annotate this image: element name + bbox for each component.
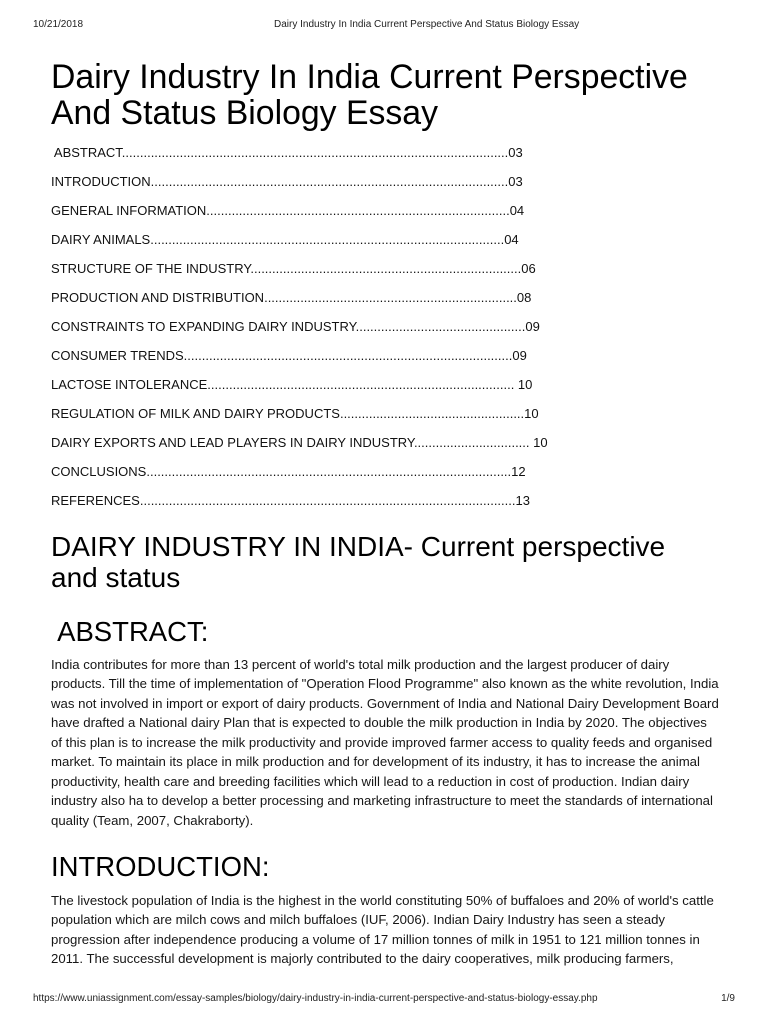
- toc-entry-page: 12: [511, 464, 526, 480]
- toc-entry-page: 08: [516, 289, 532, 305]
- toc-entry-page: 09: [512, 348, 527, 364]
- toc-entry-introduction: [51, 173, 548, 202]
- toc-entry-leader: ........................................................................................................: [139, 493, 516, 509]
- toc-entry-title: CONCLUSIONS: [51, 464, 147, 480]
- toc-entry-leader: ....................................................................................: [206, 202, 510, 218]
- toc-entry-production: [51, 289, 548, 318]
- toc-entry-leader: ...................................................................................................: [150, 173, 509, 189]
- toc-entry-dairy-exports: [51, 434, 548, 463]
- print-footer-page-number: 1/9: [721, 992, 735, 1004]
- paragraph-line: 2011. The successful development is majorly contributed to the dairy cooperatives, milk producing farmers,: [51, 951, 674, 967]
- print-header-date: 10/21/2018: [33, 18, 84, 30]
- paragraph-line: The livestock population of India is the highest in the world constituting 50% of buffaloes and 20% of world's cattle: [51, 892, 714, 908]
- toc-entry-leader: ......................................................................: [264, 289, 517, 305]
- section-heading: [51, 531, 665, 593]
- toc-entry-title: DAIRY EXPORTS AND LEAD PLAYERS IN DAIRY INDUSTRY: [51, 435, 414, 451]
- toc-entry-page: 04: [504, 231, 519, 247]
- toc-entry-constraints: [51, 318, 548, 347]
- toc-entry-page: 13: [515, 493, 530, 509]
- page-title-line: And Status Biology Essay: [51, 94, 438, 133]
- paragraph-line: products. Till the time of implementation of "Operation Flood Programme" also known as the white revolution, India: [51, 676, 719, 692]
- toc-entry-title: REFERENCES: [51, 493, 140, 509]
- toc-entry-page: 10: [514, 377, 533, 393]
- toc-entry-leader: ................................: [413, 435, 530, 451]
- page-title: [51, 59, 688, 131]
- toc-entry-page: 06: [521, 260, 536, 276]
- paragraph-line: progression after independence producing a volume of 17 million tonnes of milk in 1951 to 121 million tonnes in: [51, 931, 700, 947]
- toc-entry-page: 09: [525, 318, 540, 334]
- toc-entry-leader: ...............................................: [355, 318, 526, 334]
- toc-entry-leader: ...........................................................................: [250, 260, 522, 276]
- toc-entry-consumer-trends: [51, 347, 548, 376]
- toc-entry-page: 10: [524, 406, 539, 422]
- paragraph-line: market. To maintain its place in milk production and for development of its industry, it has to increase the animal: [51, 754, 700, 770]
- toc-entry-title: CONSTRAINTS TO EXPANDING DAIRY INDUSTRY: [51, 318, 356, 334]
- paragraph-line: India contributes for more than 13 percent of world's total milk production and the largest producer of dairy: [51, 656, 670, 672]
- toc-entry-title: REGULATION OF MILK AND DAIRY PRODUCTS: [51, 406, 340, 422]
- introduction-heading: INTRODUCTION:: [51, 850, 270, 882]
- paragraph-line: was not involved in import or export of dairy products. Government of India and National Dairy Development Board: [51, 695, 719, 711]
- toc-entry-page: 03: [508, 173, 523, 189]
- toc-entry-lactose-intolerance: [51, 376, 548, 405]
- toc-entry-title: GENERAL INFORMATION: [51, 202, 207, 218]
- toc-entry-general-information: [51, 202, 548, 231]
- toc-entry-title: STRUCTURE OF THE INDUSTRY: [51, 260, 251, 276]
- toc-entry-leader: .....................................................................................: [207, 377, 515, 393]
- toc-entry-dairy-animals: [51, 231, 548, 260]
- table-of-contents: [51, 144, 548, 522]
- toc-entry-regulation: [51, 405, 548, 434]
- toc-entry-title: ABSTRACT: [51, 144, 122, 160]
- toc-entry-leader: ...........................................................................................................: [121, 144, 509, 160]
- abstract-paragraph: [51, 655, 719, 831]
- section-heading-line: and status: [51, 561, 181, 593]
- toc-entry-structure: [51, 260, 548, 289]
- toc-entry-page: 04: [509, 202, 525, 218]
- toc-entry-references: [51, 492, 548, 521]
- toc-entry-conclusions: [51, 463, 548, 492]
- toc-entry-page: 03: [508, 144, 523, 160]
- toc-entry-title: CONSUMER TRENDS: [51, 348, 184, 364]
- toc-entry-leader: .....................................................................................................: [146, 464, 512, 480]
- paragraph-line: quality (Team, 2007, Chakraborty).: [51, 812, 254, 828]
- print-footer-url: https://www.uniassignment.com/essay-samples/biology/dairy-industry-in-india-current-perspective-and-status-biology-essay.php: [33, 992, 598, 1004]
- toc-entry-page: 10: [529, 435, 548, 451]
- toc-entry-title: LACTOSE INTOLERANCE: [51, 377, 208, 393]
- paragraph-line: industry also ha to develop a better processing and marketing infrastructure to meet the standards of international: [51, 793, 713, 809]
- toc-entry-title: INTRODUCTION: [51, 173, 151, 189]
- paragraph-line: have drafted a National dairy Plan that is expected to double the milk production in India by 2020. The objectives: [51, 715, 707, 731]
- toc-entry-title: DAIRY ANIMALS: [51, 231, 151, 247]
- print-header-title: Dairy Industry In India Current Perspective And Status Biology Essay: [274, 18, 580, 30]
- abstract-heading: ABSTRACT:: [51, 615, 209, 647]
- toc-entry-abstract: [51, 144, 548, 173]
- toc-entry-leader: ..................................................................................................: [150, 231, 505, 247]
- paragraph-line: of this plan is to increase the milk productivity and provide improved farmer access to quality feeds and organised: [51, 734, 713, 750]
- toc-entry-leader: ...................................................: [339, 406, 525, 422]
- page-title-line: Dairy Industry In India Current Perspective: [51, 58, 688, 97]
- paragraph-line: population which are milch cows and milch buffaloes (IUF, 2006). Indian Dairy Industry has seen a steady: [51, 912, 666, 928]
- paragraph-line: productivity, health care and breeding facilities which will lead to a reduction in cost of production. Indian dairy: [51, 773, 690, 789]
- toc-entry-title: PRODUCTION AND DISTRIBUTION: [51, 289, 265, 305]
- introduction-paragraph: [51, 891, 714, 969]
- toc-entry-leader: ...........................................................................................: [183, 348, 513, 364]
- section-heading-line: DAIRY INDUSTRY IN INDIA- Current perspective: [51, 530, 666, 562]
